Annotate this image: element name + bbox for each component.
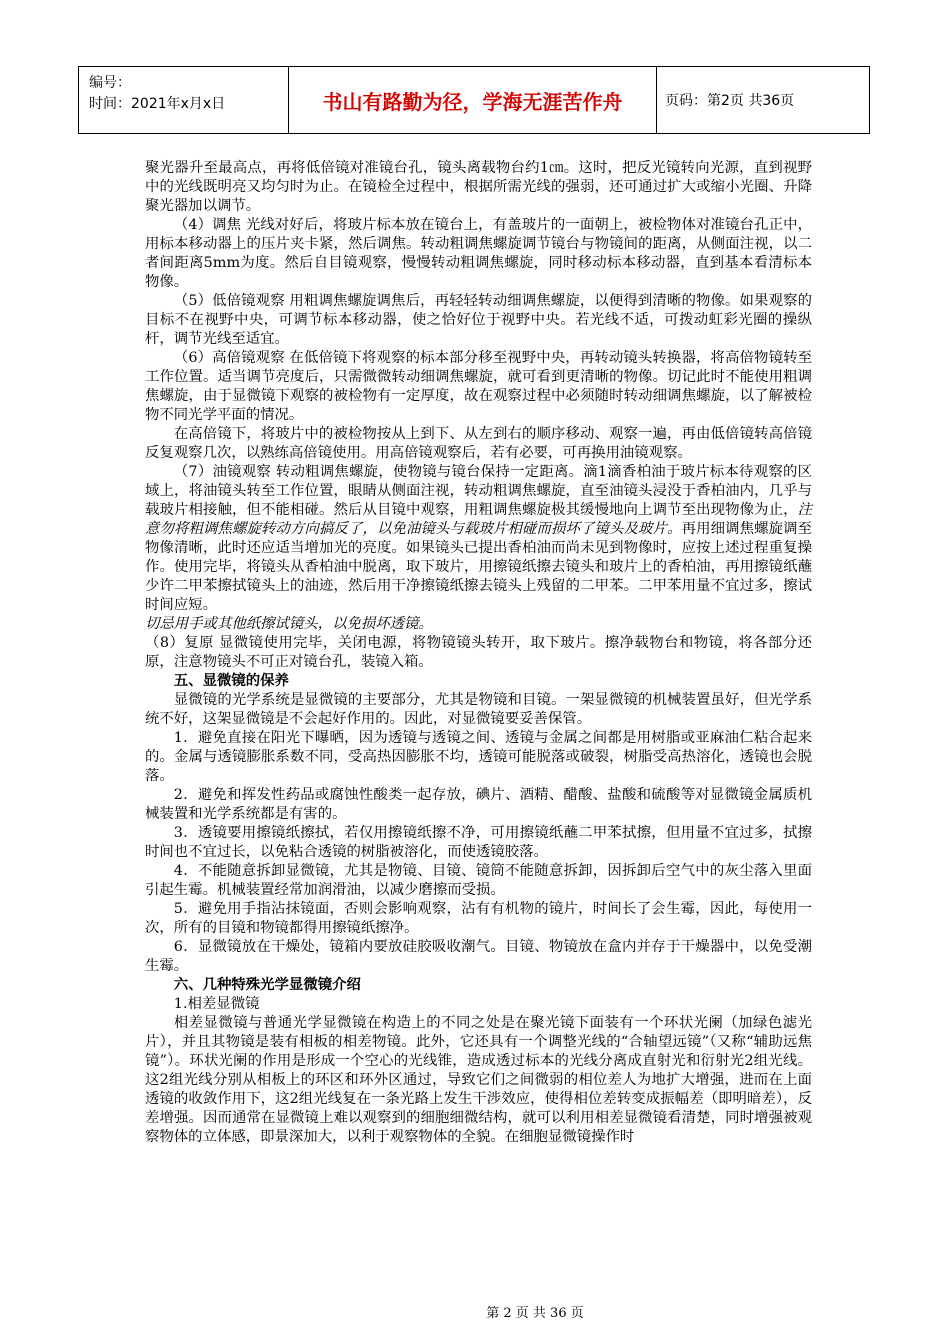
list-item: 1．避免直接在阳光下曝晒，因为透镜与透镜之间、透镜与金属之间都是用树脂或亚麻油仁粘合起来的。金属与透镜膨胀系数不同，受高热因膨胀不均，透镜可能脱落或破裂，树脂受高热溶化，透镜也会脱落。 — [145, 730, 812, 784]
paragraph: 显微镜的光学系统是显微镜的主要部分，尤其是物镜和目镜。一架显微镜的机械装置虽好，但光学系统不好，这架显微镜是不会起好作用的。因此，对显微镜要妥善保管。 — [145, 692, 812, 727]
paragraph: （5）低倍镜观察 用粗调焦螺旋调焦后，再轻轻转动细调焦螺旋，以便得到清晰的物像。如果观察的目标不在视野中央，可调节标本移动器，使之恰好位于视野中央。若光线不适，可拨动虹彩光圈的操纵杆，调节光线至适宜。 — [145, 293, 812, 347]
document-body — [145, 159, 812, 1147]
page-footer — [0, 1302, 950, 1321]
header-page-info: 页码：第2页 共36页 — [665, 93, 795, 109]
paragraph-oil-immersion — [145, 463, 812, 615]
list-item: 5．避免用手指沾抹镜面，否则会影响观察，沾有有机物的镜片，时间长了会生霉，因此，每使用一次，所有的目镜和物镜都得用擦镜纸擦净。 — [145, 901, 812, 936]
paragraph-reset: （8）复原 显微镜使用完毕，关闭电源，将物镜镜头转开，取下玻片。擦净载物台和物镜，将各部分还原，注意物镜头不可正对镜台孔，装镜入箱。 — [145, 635, 812, 670]
section-heading: 五、显微镜的保养 — [173, 673, 289, 689]
paragraph: 相差显微镜与普通光学显微镜在构造上的不同之处是在聚光镜下面装有一个环状光阑（加绿色滤光片），并且其物镜是装有相板的相差物镜。此外，它还具有一个调整光线的“合轴望远镜”（又称“辅助远焦镜”）。环状光阑的作用是形成一个空心的光线锥，造成透过标本的光线分离成直射光和衍射光2组光线。这2组光线分别从相板上的环区和环外区通过，导致它们之间微弱的相位差人为地扩大增强，进而在上面透镜的收敛作用下，这2组光线复在一条光路上发生干涉效应，使得相位差转变成振幅差（即明暗差），反差增强。因而通常在显微镜上难以观察到的细胞细微结构，就可以利用相差显微镜看清楚，同时增强被观察物体的立体感，即景深加大，以利于观察物体的全貌。在细胞显微镜操作时 — [145, 1015, 812, 1145]
text-run: （7）油镜观察 转动粗调焦螺旋，使物镜与镜台保持一定距离。滴1滴香柏油于玻片标本待观察的区域上，将油镜头转至工作位置，眼睛从侧面注视，转动粗调焦螺旋，直至油镜头浸没于香柏油内，几乎与载玻片相接触，但不能相碰。然后从目镜中观察，用粗调焦螺旋极其缓慢地向上调节至出现物像为止， — [145, 464, 812, 518]
header-motto: 书山有路勤为径，学海无涯苦作舟 — [289, 67, 657, 133]
number-label: 编号： — [89, 75, 131, 91]
paragraph: （6）高倍镜观察 在低倍镜下将观察的标本部分移至视野中央，再转动镜头转换器，将高倍物镜转至工作位置。适当调节亮度后，只需微微转动细调焦螺旋，就可看到更清晰的物像。切记此时不能使用粗调焦螺旋，由于显微镜下观察的被检物有一定厚度，故在观察过程中必须随时转动细调焦螺旋，以了解被检物不同光学平面的情况。 — [145, 350, 812, 423]
section-heading: 六、几种特殊光学显微镜介绍 — [173, 977, 361, 993]
italic-note: 注意勿将粗调焦螺旋转动方向搞反了，以免油镜头与载玻片相碰而损坏了镜头及玻片。 — [145, 502, 812, 537]
subsection-heading: 1.相差显微镜 — [173, 996, 260, 1012]
text-run: 再用细调焦螺旋调至物像清晰，此时还应适当增加光的亮度。如果镜头已提出香柏油而尚未见到物像时，应按上述过程重复操作。使用完毕，将镜头从香柏油中脱离，取下玻片，用擦镜纸擦去镜头和玻片上的香柏油，再用擦镜纸蘸少许二甲苯擦拭镜头上的油迹，然后用干净擦镜纸擦去镜头上残留的二甲苯。二甲苯用量不宜过多，擦试时间应短。 — [145, 521, 812, 613]
paragraph: 聚光器升至最高点，再将低倍镜对准镜台孔，镜头离载物台约1㎝。这时，把反光镜转向光源，直到视野中的光线既明亮又均匀时为止。在镜检全过程中，根据所需光线的强弱，还可通过扩大或缩小光圈、升降聚光器加以调节。 — [145, 160, 812, 214]
page-header — [78, 66, 870, 134]
header-meta — [79, 67, 289, 133]
date-label: 时间：2021年x月x日 — [89, 96, 226, 112]
italic-warning: 切忌用手或其他纸擦试镜头，以免损坏透镜。 — [145, 616, 433, 632]
paragraph: （4）调焦 光线对好后，将玻片标本放在镜台上，有盖玻片的一面朝上，被检物体对准镜台孔正中，用标本移动器上的压片夹卡紧，然后调焦。转动粗调焦螺旋调节镜台与物镜间的距离，从侧面注视，以二者间距离5mm为度。然后自目镜观察，慢慢转动粗调焦螺旋，同时移动标本移动器，直到基本看清标本物像。 — [145, 217, 812, 290]
list-item: 6．显微镜放在干燥处，镜箱内要放硅胶吸收潮气。目镜、物镜放在盒内并存于干燥器中，以免受潮生霉。 — [145, 939, 812, 974]
paragraph: 在高倍镜下，将玻片中的被检物按从上到下、从左到右的顺序移动、观察一遍，再由低倍镜转高倍镜反复观察几次，以熟练高倍镜使用。用高倍镜观察后，若有必要，可再换用油镜观察。 — [145, 426, 812, 461]
list-item: 2．避免和挥发性药品或腐蚀性酸类一起存放，碘片、酒精、醋酸、盐酸和硫酸等对显微镜金属质机械装置和光学系统都是有害的。 — [145, 787, 812, 822]
footer-page-number: 第 2 页 共 36 页 — [486, 1306, 584, 1321]
list-item: 3．透镜要用擦镜纸擦拭，若仅用擦镜纸擦不净，可用擦镜纸蘸二甲苯拭擦，但用量不宜过多，拭擦时间也不宜过长，以免粘合透镜的树脂被溶化，而使透镜胶落。 — [145, 825, 812, 860]
list-item: 4．不能随意拆卸显微镜，尤其是物镜、目镜、镜筒不能随意拆卸，因拆卸后空气中的灰尘落入里面引起生霉。机械装置经常加润滑油，以减少磨擦而受损。 — [145, 863, 812, 898]
